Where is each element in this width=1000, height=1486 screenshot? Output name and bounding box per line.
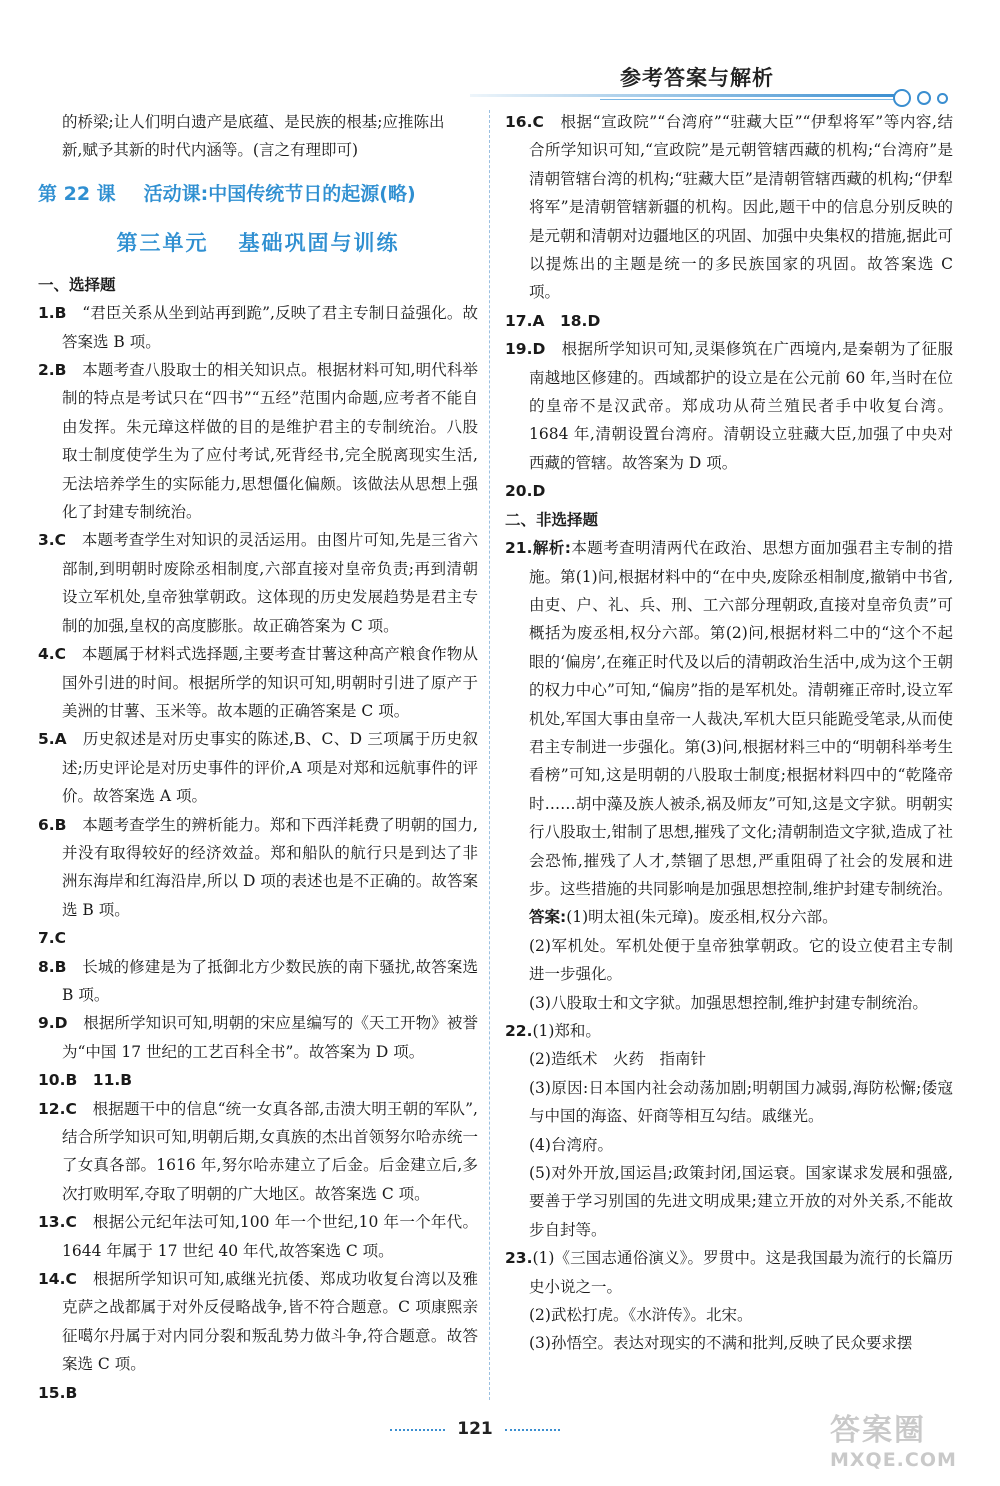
section-heading: 二、非选择题 [505, 510, 599, 529]
header-circle-icon [893, 89, 911, 107]
answer-item: 9.D 根据所学知识可知,明朝的宋应星编写的《天工开物》被誉为“中国 17 世纪的工艺百科全书”。故答案为 D 项。 [38, 1014, 478, 1061]
answer-item: 8.B 长城的修建是为了抵御北方少数民族的南下骚扰,故答案选 B 项。 [38, 957, 478, 1004]
answer-line: (2)武松打虎。《水浒传》。北宋。 [529, 1306, 753, 1325]
answer-item: 20.D [505, 482, 546, 501]
lesson-number: 第 22 课 [38, 182, 116, 205]
answer-line: (3)孙悟空。表达对现实的不满和批判,反映了民众要求摆 [529, 1334, 913, 1353]
answer-item: 2.B 本题考查八股取士的相关知识点。根据材料可知,明代科举制的特点是考试只在“四书”“五经”范围内命题,应考者不能自由发挥。朱元璋这样做的目的是维护君主的专制统治。八股取士制度使学生为了应付考试,死背经书,完全脱离现实生活,无法培养学生的实际能力,思想僵化偏颇。该做法从思想上强化了封建专制统治。 [38, 361, 478, 522]
answer-item: 1.B “君臣关系从坐到站再到跪”,反映了君主专制日益强化。故答案选 B 项。 [38, 304, 478, 351]
answer-line: (3)原因:日本国内社会动荡加剧;明朝国力减弱,海防松懈;倭寇与中国的海盗、奸商等相互勾结。戚继光。 [529, 1078, 953, 1126]
header-circle-icon [917, 91, 931, 105]
answer-item: 10.B 11.B [38, 1071, 133, 1090]
answer-line: (3)八股取士和文字狱。加强思想控制,维护封建专制统治。 [529, 993, 928, 1012]
left-column [38, 108, 478, 1407]
answer-item: 16.C 根据“宣政院”“台湾府”“驻藏大臣”“伊犁将军”等内容,结合所学知识可知,“宣政院”是元朝管辖西藏的机构;“台湾府”是清朝管辖台湾的机构;“驻藏大臣”是清朝管辖西藏的机构;“伊犁将军”是清朝管辖新疆的机构。因此,题干中的信息分别反映的是元朝和清朝对边疆地区的巩固、加强中央集权的措施,据此可以提炼出的主题是统一的多民族国家的巩固。故答案选 C 项。 [505, 113, 953, 302]
answer-item-21: 21.解析:本题考查明清两代在政治、思想方面加强君主专制的措施。第(1)问,根据材料中的“在中央,废除丞相制度,撤销中书省,由吏、户、礼、兵、刑、工六部分理朝政,直接对皇帝负责”可概括为废丞相,权分六部。第(2)问,根据材料二中的“这个不起眼的‘偏房’,在雍正时代及以后的清朝政治生活中,成为这个王朝的权力中心”可知,“偏房”指的是军机处。清朝雍正帝时,设立军机处,军国大事由皇帝一人裁决,军机大臣只能跪受笔录,从而使君主专制进一步强化。第(3)问,根据材料三中的“明朝科举考生看榜”可知,这是明朝的八股取士制度;根据材料四中的“乾隆帝时……胡中藻及族人被杀,祸及师友”可知,这是文字狱。明朝实行八股取士,钳制了思想,摧残了文化;清朝制造文字狱,造成了社会恐怖,摧残了人才,禁锢了思想,严重阻碍了社会的发展和进步。这些措施的共同影响是加强思想控制,维护封建专制统治。 [505, 539, 953, 898]
answer-item-23: 23.(1)《三国志通俗演义》。罗贯中。这是我国最为流行的长篇历史小说之一。 [505, 1249, 953, 1296]
answer-item-22: 22.(1)郑和。 [505, 1022, 601, 1040]
answer-line: (2)造纸术 火药 指南针 [529, 1050, 706, 1069]
section-heading: 一、选择题 [38, 275, 116, 294]
intro-line: 的桥梁;让人们明白遗产是底蕴、是民族的根基;应推陈出 [62, 113, 445, 131]
header-rule-thin [600, 99, 900, 100]
answer-item: 12.C 根据题干中的信息“统一女真各部,击溃大明王朝的军队”,结合所学知识可知,明朝后期,女真族的杰出首领努尔哈赤统一了女真各部。1616 年,努尔哈赤建立了后金。后金建立后,多次打败明军,夺取了明朝的广大地区。故答案选 C 项。 [38, 1099, 478, 1203]
header-rule [470, 94, 900, 97]
answer-item: 13.C 根据公元纪年法可知,100 年一个世纪,10 年一个年代。1644 年属于 17 世纪 40 年代,故答案选 C 项。 [38, 1213, 478, 1260]
unit-title: 基础巩固与训练 [238, 229, 400, 255]
answer-item: 19.D 根据所学知识可知,灵渠修筑在广西境内,是秦朝为了征服南越地区修建的。西域都护的设立是在公元前 60 年,当时在位的皇帝不是汉武帝。郑成功从荷兰殖民者手中收复台湾。1684 年,清朝设置台湾府。清朝设立驻藏大臣,加强了中央对西藏的管辖。故答案为 D 项。 [505, 340, 953, 472]
answer-item: 14.C 根据所学知识可知,戚继光抗倭、郑成功收复台湾以及雅克萨之战都属于对外反侵略战争,皆不符合题意。C 项康熙亲征噶尔丹属于对内同分裂和叛乱势力做斗争,符合题意。故答案选 C 项。 [38, 1270, 478, 1374]
answer-item: 5.A 历史叙述是对历史事实的陈述,B、C、D 三项属于历史叙述;历史评论是对历史事件的评价,A 项是对郑和远航事件的评价。故答案选 A 项。 [38, 730, 478, 806]
page-footer [390, 1418, 560, 1442]
watermark-logo: 答案圈 MXQE.COM [830, 1413, 957, 1471]
answer-item: 17.A 18.D [505, 311, 601, 330]
answer-line: (5)对外开放,国运昌;政策封闭,国运衰。国家谋求发展和强盛,要善于学习别国的先进文明成果;建立开放的对外关系,不能故步自封等。 [529, 1164, 953, 1239]
footer-dots-left [390, 1429, 445, 1431]
footer-dots-right [505, 1429, 560, 1431]
intro-line: 新,赋予其新的时代内涵等。(言之有理即可) [62, 141, 359, 160]
unit-heading [38, 225, 478, 261]
page-number: 121 [457, 1419, 493, 1439]
lesson-heading [38, 177, 478, 211]
answer-item: 6.B 本题考查学生的辨析能力。郑和下西洋耗费了明朝的国力,并没有取得较好的经济效益。郑和船队的航行只是到达了非洲东海岸和红海沿岸,所以 D 项的表述也是不正确的。故答案选 B 项。 [38, 815, 478, 919]
answer-item: 4.C 本题属于材料式选择题,主要考查甘薯这种高产粮食作物从国外引进的时间。根据所学的知识可知,明朝时引进了原产于美洲的甘薯、玉米等。故本题的正确答案是 C 项。 [38, 645, 478, 720]
answer-line: (4)台湾府。 [529, 1135, 613, 1154]
answer-item: 3.C 本题考查学生对知识的灵活运用。由图片可知,先是三省六部制,到明朝时废除丞相制度,六部直接对皇帝负责;再到清朝设立军机处,皇帝独掌朝政。这体现的历史发展趋势是君主专制的加强,皇权的高度膨胀。故正确答案为 C 项。 [38, 531, 478, 635]
lesson-title: 活动课:中国传统节日的起源(略) [143, 182, 416, 205]
answer-line: 答案:(1)明太祖(朱元璋)。废丞相,权分六部。 [529, 908, 838, 927]
right-column [505, 108, 953, 1358]
answer-item: 15.B [38, 1383, 78, 1402]
unit-number: 第三单元 [116, 229, 209, 255]
page-header-title: 参考答案与解析 [620, 66, 774, 90]
column-divider [489, 110, 490, 1400]
answer-item: 7.C [38, 929, 67, 948]
answer-line: (2)军机处。军机处便于皇帝独掌朝政。它的设立使君主专制进一步强化。 [529, 936, 953, 984]
header-circle-icon [937, 93, 948, 104]
